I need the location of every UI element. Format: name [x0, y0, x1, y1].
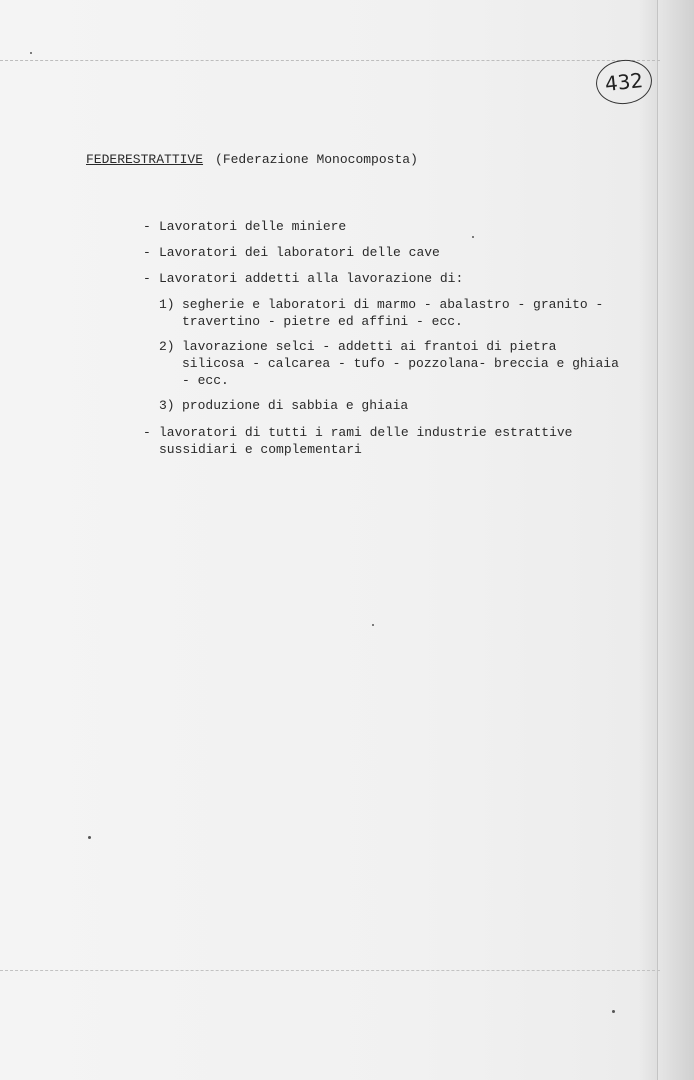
fold-line-top — [0, 60, 660, 62]
sub-list-item — [159, 397, 623, 414]
sub-list-item — [159, 338, 623, 389]
page-edge-shadow — [657, 0, 694, 1080]
list-item — [143, 270, 623, 287]
list-item — [143, 424, 623, 458]
sub-item-text: segherie e laboratori di marmo - abalastro - granito - travertino - pietre ed affini - ecc. — [182, 297, 604, 329]
sub-item-number: 1) — [159, 297, 175, 312]
list-item-text: lavoratori di tutti i rami delle industrie estrattive sussidiari e complementari — [159, 425, 573, 457]
list-item-text: Lavoratori addetti alla lavorazione di: — [159, 271, 464, 286]
fold-line-bottom — [0, 970, 660, 972]
sub-list — [159, 296, 623, 414]
list-item-text: Lavoratori delle miniere — [159, 219, 347, 234]
sub-item-number: 3) — [159, 398, 175, 413]
list-dash: - — [143, 425, 151, 440]
sub-item-text: lavorazione selci - addetti ai frantoi di pietra silicosa - calcarea - tufo - pozzolana- breccia e ghiaia - ecc. — [182, 339, 619, 388]
list-dash: - — [143, 271, 151, 286]
federation-type: (Federazione Monocomposta) — [215, 152, 418, 167]
scan-speck — [30, 52, 32, 54]
list-dash: - — [143, 219, 151, 234]
scan-speck — [88, 836, 91, 839]
document-heading — [86, 152, 418, 167]
list-item — [143, 244, 623, 261]
scan-speck — [612, 1010, 615, 1013]
federation-name: FEDERESTRATTIVE — [86, 152, 204, 167]
handwritten-page-number: 432 — [594, 57, 654, 107]
sub-item-text: produzione di sabbia e ghiaia — [182, 398, 409, 413]
list-item — [143, 218, 623, 235]
sub-item-number: 2) — [159, 339, 175, 354]
scan-speck — [472, 236, 474, 238]
list-item-text: Lavoratori dei laboratori delle cave — [159, 245, 440, 260]
worker-categories-list — [143, 218, 623, 467]
scan-speck — [372, 624, 374, 626]
sub-list-item — [159, 296, 623, 330]
list-dash: - — [143, 245, 151, 260]
